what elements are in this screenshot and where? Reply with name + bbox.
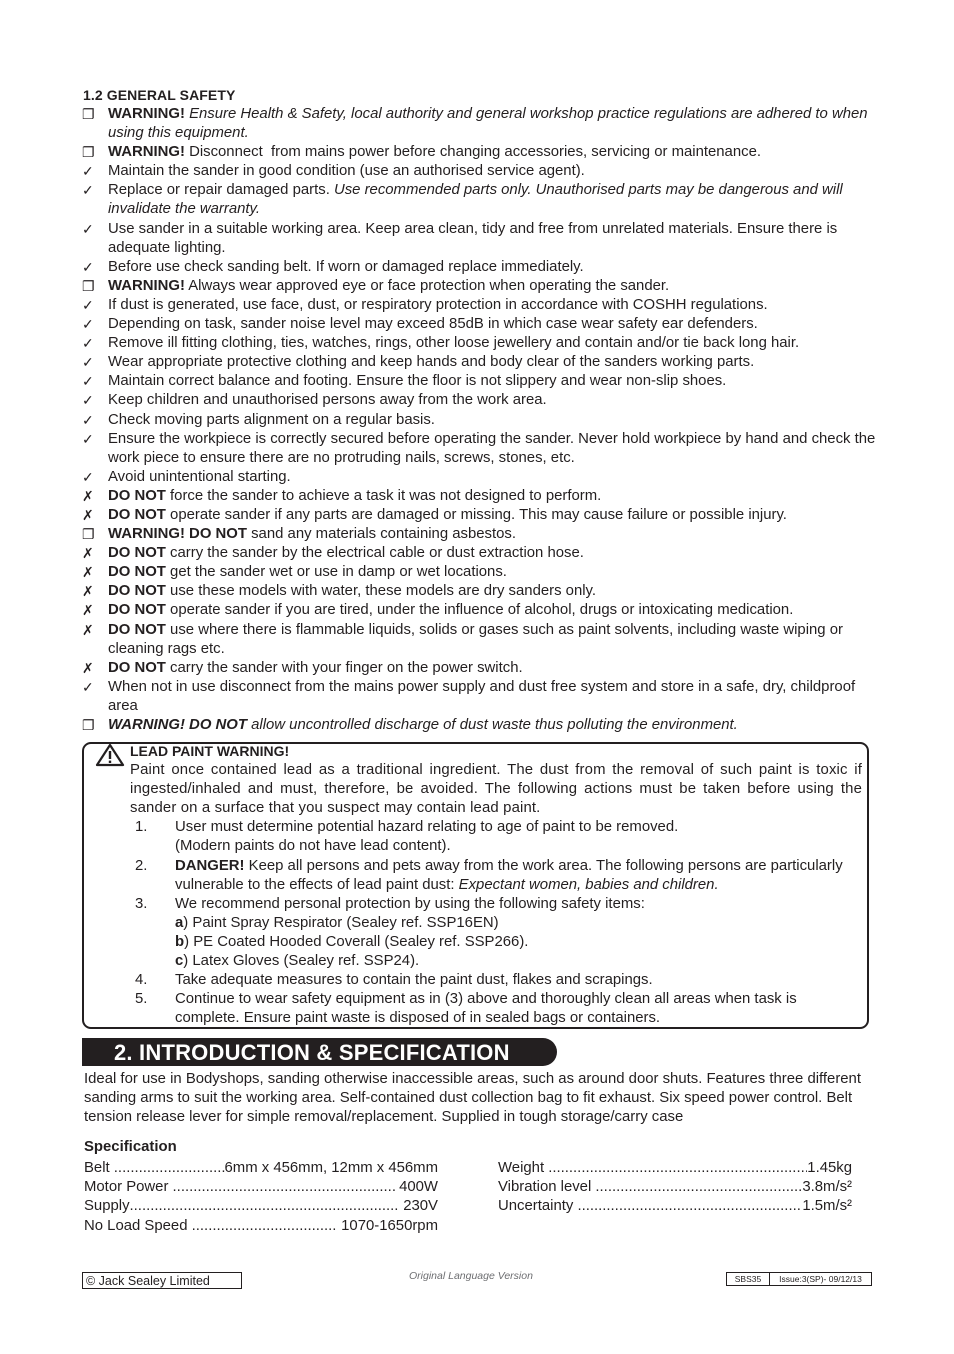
safety-rule [81,411,886,430]
spec-label: Motor Power [84,1179,173,1196]
spec-row [84,1178,438,1197]
safety-rule [81,372,886,391]
rule-text [108,258,886,277]
rule-plain: operate sander if you are tired, under the influence of alcohol, drugs or intoxicating medication. [165,602,794,619]
rule-plain: Depending on task, sander noise level may exceed 85dB in which case wear safety ear defenders. [108,316,758,333]
safety-rule [81,162,886,181]
rule-plain: Before use check sanding belt. If worn or damaged replace immediately. [108,258,584,275]
spec-row [498,1197,852,1216]
warning-box-icon: ❐ [82,144,95,161]
lead-subitem-a: a) Paint Spray Respirator (Sealey ref. SSP16EN) [175,914,499,931]
rule-text [108,353,886,372]
check-icon: ✓ [82,163,94,180]
warning-triangle-icon [95,743,125,767]
rule-plain: carry the sander with your finger on the power switch. [165,659,523,676]
leader-dots [548,1159,807,1178]
check-icon: ✓ [82,182,94,199]
rule-bold: DO NOT [108,506,166,523]
rule-plain: Use sander in a suitable working area. Keep area clean, tidy and free from unrelated materials. Ensure there is adequate lighting. [108,220,842,256]
leader-dots [595,1178,802,1197]
check-icon: ✓ [82,373,94,390]
rule-bold: WARNING! [108,277,185,294]
leader-dots [192,1217,337,1236]
rule-plain: get the sander wet or use in damp or wet locations. [165,564,507,581]
spec-row [498,1178,852,1197]
rule-plain: Replace or repair damaged parts. [108,182,334,199]
intro-paragraph: Ideal for use in Bodyshops, sanding otherwise inaccessible areas, such as around door shuts. Features three different sanding arms to suit the working area. Self-contained dust collection bag to fit exhaust. Six speed power control. Belt tension release lever for simple removal/replacement. Supplied in tough storage/carry case [84,1071,861,1126]
check-icon: ✓ [82,354,94,371]
rule-text [108,487,886,506]
danger-label: DANGER! [175,857,245,874]
rule-bold: DO NOT [108,602,166,619]
spec-label: Belt [84,1160,114,1176]
rule-bold: DO NOT [108,659,166,676]
safety-rule [81,277,886,296]
language-note: Original Language Version [409,1270,533,1282]
spec-label: Supply [84,1198,130,1215]
safety-rule [81,678,886,716]
rule-plain: Keep children and unauthorised persons away from the work area. [108,392,547,409]
safety-rule [81,315,886,334]
leader-dots [114,1159,225,1178]
rule-text [108,391,886,410]
check-icon: ✓ [82,392,94,409]
cross-icon: ✗ [82,564,94,581]
safety-rules-list [81,105,886,735]
rule-text [108,315,886,334]
rule-text [108,277,886,296]
safety-rule [81,659,886,678]
rule-plain: Disconnect from mains power before changing accessories, servicing or maintenance. [184,144,761,161]
rule-italic: Use recommended parts only. Unauthorised parts may be dangerous and will invalidate the warranty. [108,182,843,218]
rule-plain: Avoid unintentional starting. [108,468,291,485]
safety-rule [81,582,886,601]
check-icon: ✓ [82,468,94,485]
rule-text [108,678,886,716]
lead-item-5 [130,990,862,1028]
leader-dots [173,1178,395,1197]
safety-rule [81,258,886,277]
rule-text [108,296,886,315]
cross-icon: ✗ [82,506,94,523]
rule-bold: DO NOT [108,583,166,600]
cross-icon: ✗ [82,583,94,600]
warning-box-icon: ❐ [82,106,95,122]
rule-bold: DO NOT [108,545,166,562]
safety-rule [81,391,886,410]
spec-row [498,1159,852,1178]
safety-rule [81,601,886,620]
spec-label: Weight [498,1160,549,1176]
safety-rule [81,621,886,659]
rule-bold-italic: WARNING! DO NOT [108,717,247,733]
safety-rule [81,506,886,525]
rule-text [108,601,886,620]
cross-icon: ✗ [82,545,94,562]
rule-text [108,659,886,678]
spec-value: 1070-1650rpm [337,1217,438,1234]
copyright-box: © Jack Sealey Limited [82,1272,242,1289]
rule-bold: DO NOT [108,621,166,638]
rule-text [108,220,886,258]
safety-rule [81,220,886,258]
check-icon: ✓ [82,258,94,275]
spec-value: 230V [399,1198,438,1215]
leader-dots [130,1197,400,1216]
rule-bold: WARNING! DO NOT [108,526,247,543]
rule-plain: Maintain correct balance and footing. Ensure the floor is not slippery and wear non-slip shoes. [108,373,727,390]
safety-rule [81,181,886,219]
item-number: 1. [135,819,148,836]
item-number: 2. [135,857,148,874]
rule-bold: WARNING! [108,144,185,161]
safety-rule [81,353,886,372]
warning-box-icon: ❐ [82,717,95,733]
lead-paint-title: LEAD PAINT WARNING! [130,743,290,759]
rule-text [108,582,886,601]
spec-value: 400W [394,1179,438,1196]
rule-text [108,334,886,353]
safety-rule [81,487,886,506]
spec-value: 3.8m/s² [802,1179,852,1196]
rule-plain: Always wear approved eye or face protection when operating the sander. [184,277,670,294]
spec-label: No Load Speed [84,1217,192,1234]
rule-text [108,468,886,487]
spec-row [84,1197,438,1216]
safety-rule [81,716,886,735]
model-code: SBS35 [727,1273,770,1285]
check-icon: ✓ [82,335,94,352]
item-number: 3. [135,895,148,912]
rule-plain: Wear appropriate protective clothing and keep hands and body clear of the sanders working parts. [108,354,755,371]
rule-plain: operate sander if any parts are damaged or missing. This may cause failure or possible injury. [165,506,787,523]
safety-rule [81,430,886,468]
warning-box-icon: ❐ [82,526,95,543]
spec-value: 6mm x 456mm, 12mm x 456mm [224,1160,438,1176]
item-italic: Expectant women, babies and children. [458,876,719,893]
lead-item-1 [130,818,862,856]
rule-text [108,162,886,181]
rule-plain: Check moving parts alignment on a regular basis. [108,411,435,428]
safety-rule [81,296,886,315]
rule-text [108,181,886,219]
check-icon: ✓ [82,316,94,333]
item-number: 5. [135,991,148,1008]
safety-rule [81,525,886,544]
spec-label: Uncertainty [498,1198,578,1215]
rule-text [108,716,886,735]
spec-value: 1.45kg [807,1160,852,1176]
check-icon: ✓ [82,678,94,695]
rule-plain: Remove ill fitting clothing, ties, watches, rings, other loose jewellery and contain and/or tie back long hair. [108,335,800,352]
rule-plain: sand any materials containing asbestos. [246,526,516,543]
spec-row [84,1217,438,1236]
rule-text [108,544,886,563]
item-text: Take adequate measures to contain the paint dust, flakes and scrapings. [175,972,653,989]
cross-icon: ✗ [82,621,94,638]
lead-subitem-b: b) PE Coated Hooded Coverall (Sealey ref. SSP266). [175,933,529,950]
rule-text [108,411,886,430]
check-icon: ✓ [82,220,94,237]
safety-rule [81,563,886,582]
lead-paint-intro: Paint once contained lead as a traditional ingredient. The dust from the removal of such paint is toxic if ingested/inhaled and must, therefore, be avoided. The following actions must be taken before using the sander on a surface that you suspect may contain lead paint. [130,762,862,817]
rule-text [108,143,886,162]
rule-text [108,563,886,582]
rule-italic: Ensure Health & Safety, local authority and general workshop practice regulations are adhered to when using this equipment. [108,106,868,142]
leader-dots [577,1197,802,1216]
rule-plain: use these models with water, these models are dry sanders only. [165,583,597,600]
rule-text [108,621,886,659]
rule-bold: WARNING! [108,106,185,122]
rule-text [108,372,886,391]
warning-box-icon: ❐ [82,277,95,294]
rule-plain: If dust is generated, use face, dust, or respiratory protection in accordance with COSHH regulations. [108,296,768,313]
item-number: 4. [135,972,148,989]
safety-rule [81,143,886,162]
check-icon: ✓ [82,296,94,313]
rule-italic: allow uncontrolled discharge of dust waste thus polluting the environment. [246,717,738,733]
general-safety-heading: 1.2 GENERAL SAFETY [83,87,236,103]
safety-rule [81,468,886,487]
rule-bold: DO NOT [108,487,166,504]
rule-plain: carry the sander by the electrical cable or dust extraction hose. [165,545,584,562]
rule-plain: force the sander to achieve a task it was not designed to perform. [165,487,602,504]
item-text: Keep all persons and pets away from the work area. The following persons are particularly vulnerable to the effects of lead paint dust: [175,857,843,893]
specification-heading: Specification [84,1139,177,1155]
lead-item-4 [130,971,862,990]
issue-box [726,1272,872,1286]
spec-value: 1.5m/s² [802,1198,852,1215]
safety-rule [81,105,886,143]
check-icon: ✓ [82,411,94,428]
rule-text [108,105,886,143]
spec-label: Vibration level [498,1179,596,1196]
item-text: We recommend personal protection by using the following safety items: [175,895,645,912]
lead-item-3 [130,895,862,914]
rule-plain: When not in use disconnect from the mains power supply and dust free system and store in a safe, dry, childproof area [108,678,860,714]
item-text: Continue to wear safety equipment as in (3) above and thoroughly clean all areas when task is complete. Ensure paint waste is disposed of in sealed bags or containers. [175,991,797,1027]
safety-rule [81,334,886,353]
rule-plain: Ensure the workpiece is correctly secured before operating the sander. Never hold workpiece by hand and check the work piece to ensure there are no protruding nails, screws, stones, etc. [108,430,880,466]
spec-left-column [84,1159,438,1236]
rule-text [108,430,886,468]
rule-bold: DO NOT [108,564,166,581]
item-text: User must determine potential hazard relating to age of paint to be removed. [175,819,679,836]
lead-paint-content [130,742,862,1028]
rule-plain: Maintain the sander in good condition (use an authorised service agent). [108,163,585,180]
rule-plain: use where there is flammable liquids, solids or gases such as paint solvents, including waste wiping or cleaning rags etc. [108,621,848,657]
cross-icon: ✗ [82,487,94,504]
cross-icon: ✗ [82,659,94,676]
lead-item-2 [130,857,862,895]
item-note: (Modern paints do not have lead content). [175,838,451,855]
rule-text [108,506,886,525]
safety-rule [81,544,886,563]
cross-icon: ✗ [82,602,94,619]
issue-date: Issue:3(SP)- 09/12/13 [779,1274,862,1284]
spec-row [84,1159,438,1178]
check-icon: ✓ [82,430,94,447]
spec-right-column [498,1159,852,1217]
lead-subitem-c: c) Latex Gloves (Sealey ref. SSP24). [175,953,420,970]
rule-text [108,525,886,544]
intro-section-title: 2. INTRODUCTION & SPECIFICATION [114,1040,510,1065]
